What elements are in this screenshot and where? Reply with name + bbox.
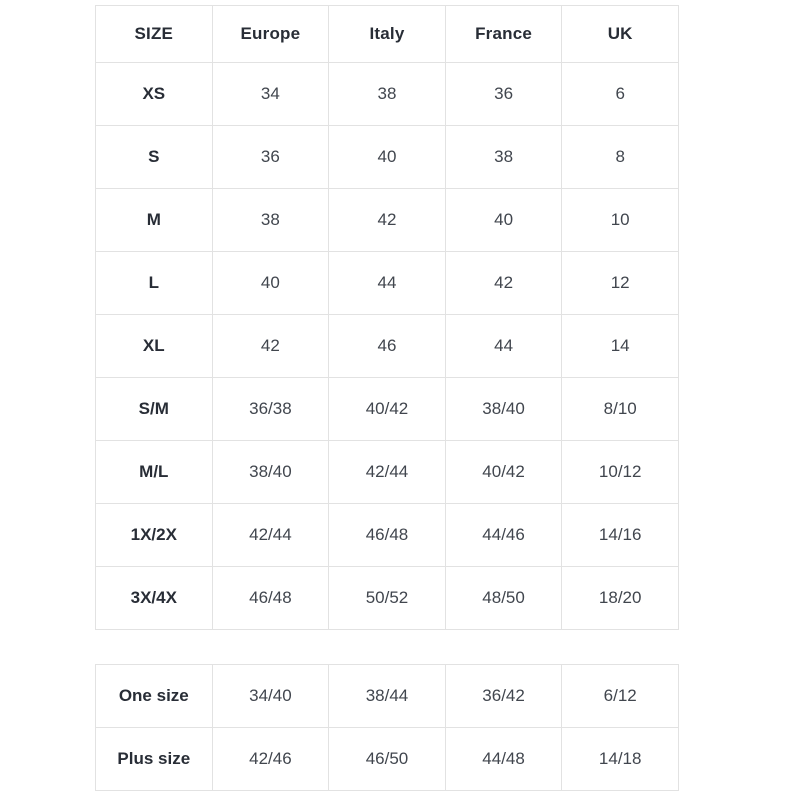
value-cell-europe: 36 [212,126,329,189]
size-label-cell: S [96,126,213,189]
value-cell-italy: 40 [329,126,446,189]
value-cell-france: 42 [445,252,562,315]
table-row-sm [96,378,679,441]
value-cell-europe: 42/44 [212,504,329,567]
value-cell-uk: 14 [562,315,679,378]
value-cell-europe: 38/40 [212,441,329,504]
size-label-cell: L [96,252,213,315]
value-cell-italy: 40/42 [329,378,446,441]
value-cell-uk: 8 [562,126,679,189]
value-cell-france: 36 [445,63,562,126]
value-cell-europe: 38 [212,189,329,252]
size-label-cell: XS [96,63,213,126]
value-cell-france: 38/40 [445,378,562,441]
table-row-s [96,126,679,189]
value-cell-france: 44/46 [445,504,562,567]
value-cell-uk: 8/10 [562,378,679,441]
size-conversion-tables [95,5,679,791]
size-label-cell: Plus size [96,728,213,791]
value-cell-europe: 36/38 [212,378,329,441]
value-cell-uk: 10 [562,189,679,252]
size-conversion-main-table [95,5,679,630]
table-row-l [96,252,679,315]
table-row-xl [96,315,679,378]
table-row-1x2x [96,504,679,567]
value-cell-italy: 42/44 [329,441,446,504]
value-cell-france: 40 [445,189,562,252]
value-cell-uk: 18/20 [562,567,679,630]
value-cell-europe: 34 [212,63,329,126]
value-cell-europe: 40 [212,252,329,315]
header-cell-uk: UK [562,6,679,63]
value-cell-italy: 42 [329,189,446,252]
value-cell-europe: 46/48 [212,567,329,630]
value-cell-italy: 38 [329,63,446,126]
header-cell-italy: Italy [329,6,446,63]
value-cell-uk: 6 [562,63,679,126]
value-cell-france: 44 [445,315,562,378]
value-cell-italy: 50/52 [329,567,446,630]
value-cell-france: 38 [445,126,562,189]
size-label-cell: 3X/4X [96,567,213,630]
value-cell-france: 40/42 [445,441,562,504]
value-cell-uk: 6/12 [562,665,679,728]
value-cell-italy: 46/50 [329,728,446,791]
size-conversion-special-table [95,664,679,791]
table-row-one-size [96,665,679,728]
table-gap [95,630,679,664]
value-cell-france: 48/50 [445,567,562,630]
header-cell-france: France [445,6,562,63]
table-row-3x4x [96,567,679,630]
value-cell-france: 44/48 [445,728,562,791]
value-cell-uk: 10/12 [562,441,679,504]
size-label-cell: S/M [96,378,213,441]
header-cell-europe: Europe [212,6,329,63]
value-cell-uk: 12 [562,252,679,315]
table-row-xs [96,63,679,126]
value-cell-italy: 38/44 [329,665,446,728]
table-row-ml [96,441,679,504]
header-cell-size: SIZE [96,6,213,63]
value-cell-uk: 14/16 [562,504,679,567]
value-cell-italy: 46/48 [329,504,446,567]
value-cell-uk: 14/18 [562,728,679,791]
value-cell-italy: 46 [329,315,446,378]
header-row [96,6,679,63]
table-row-plus-size [96,728,679,791]
value-cell-france: 36/42 [445,665,562,728]
size-label-cell: One size [96,665,213,728]
value-cell-europe: 34/40 [212,665,329,728]
table-row-m [96,189,679,252]
size-label-cell: XL [96,315,213,378]
size-label-cell: M [96,189,213,252]
value-cell-italy: 44 [329,252,446,315]
value-cell-europe: 42/46 [212,728,329,791]
size-label-cell: M/L [96,441,213,504]
value-cell-europe: 42 [212,315,329,378]
size-label-cell: 1X/2X [96,504,213,567]
